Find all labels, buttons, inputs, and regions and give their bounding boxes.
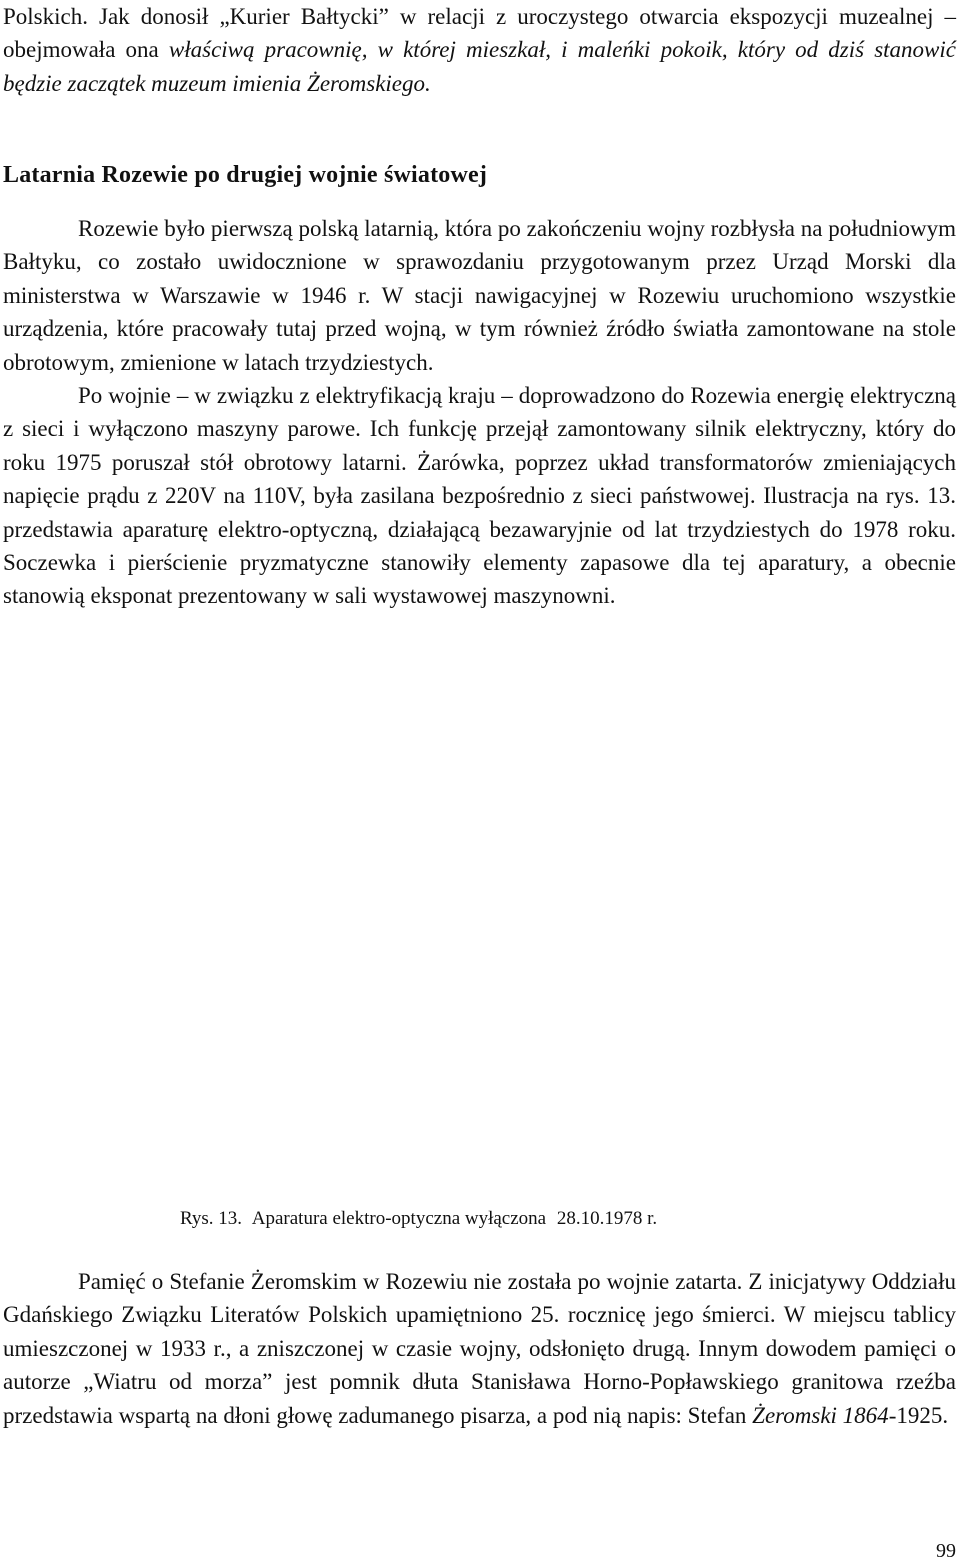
page-number: 99	[936, 1540, 956, 1562]
figure-placeholder	[180, 760, 780, 1180]
caption-label: Rys. 13.	[180, 1208, 243, 1229]
section-body	[3, 212, 956, 613]
caption-text: Aparatura elektro-optyczna wyłączona	[251, 1208, 547, 1229]
section-heading: Latarnia Rozewie po drugiej wojnie światowej	[3, 162, 488, 188]
intro-quote-italic: właściwą pracownię, w której mieszkał, i maleńki pokoik, który od dziś stanowić będzie zaczątek muzeum imienia Żeromskiego.	[3, 37, 956, 96]
figure-caption	[180, 1205, 663, 1233]
memorial-italic: Żeromski 1864	[752, 1402, 889, 1428]
memorial-end: -1925.	[888, 1402, 949, 1428]
caption-date: 28.10.1978 r.	[556, 1208, 658, 1229]
intro-paragraph	[3, 0, 956, 100]
memorial-text: Pamięć o Stefanie Żeromskim w Rozewiu nie została po wojnie zatarta. Z inicjatywy Oddziału Gdańskiego Związku Literatów Polskich upamiętniono 25. rocznicę jego śmierci. W miejscu tablicy umieszczonej w 1933 r., a zniszczonej w czasie wojny, odsłonięto drugą. Innym dowodem pamięci o autorze „Wiatru od morza” jest pomnik dłuta Stanisława Horno-Popławskiego granitowa rzeźba przedstawia wspartą na dłoni głowę zadumanego pisarza, a pod nią napis: Stefan	[3, 1269, 956, 1428]
intro-text: Polskich. Jak donosił „Kurier Bałtycki” w relacji z uroczystego otwarcia ekspozycji muzealnej – obejmowała ona	[3, 4, 956, 63]
memorial-paragraph	[3, 1265, 956, 1432]
paragraph-1: Rozewie było pierwszą polską latarnią, która po zakończeniu wojny rozbłysła na południowym Bałtyku, co zostało uwidocznione w sprawozdaniu przygotowanym przez Urząd Morski dla ministerstwa w Warszawie w 1946 r. W stacji nawigacyjnej w Rozewiu uruchomiono wszystkie urządzenia, które pracowały tutaj przed wojną, w tym również źródło światła zamontowane na stole obrotowym, zmienione w latach trzydziestych.	[3, 216, 956, 375]
paragraph-2: Po wojnie – w związku z elektryfikacją kraju – doprowadzono do Rozewia energię elektryczną z sieci i wyłączono maszyny parowe. Ich funkcję przejął zamontowany silnik elektryczny, który do roku 1975 poruszał stół obrotowy latarni. Żarówka, poprzez układ transformatorów zmieniających napięcie prądu z 220V na 110V, była zasilana bezpośrednio z sieci państwowej. Ilustracja na rys. 13. przedstawia aparaturę elektro-optyczną, działającą bezawaryjnie od lat trzydziestych do 1978 roku. Soczewka i pierścienie pryzmatyczne stanowiły elementy zapasowe dla tej aparatury, a obecnie stanowią eksponat prezentowany w sali wystawowej maszynowni.	[3, 383, 956, 609]
